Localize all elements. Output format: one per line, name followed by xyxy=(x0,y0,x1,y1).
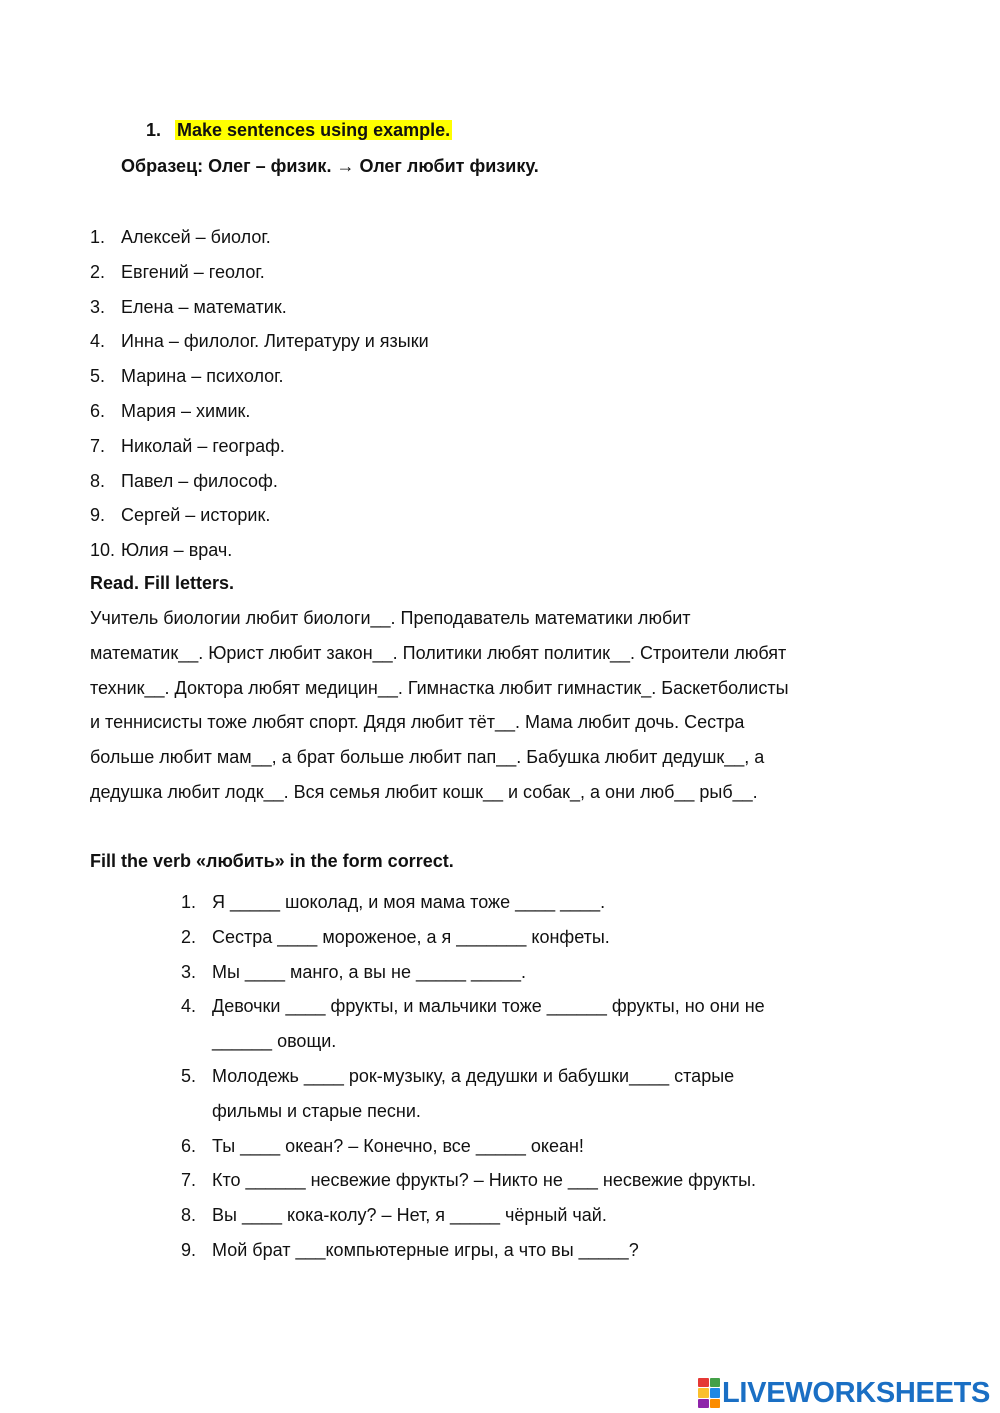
list-item-number: 4. xyxy=(90,331,106,352)
exercise-item-text xyxy=(212,1163,756,1198)
logo-mark-square xyxy=(698,1378,709,1387)
exercise-item-text xyxy=(212,1129,584,1164)
list-item xyxy=(90,504,429,539)
list-item-text: Павел – философ. xyxy=(121,470,278,491)
list-item xyxy=(90,261,429,296)
liveworksheets-logo xyxy=(698,1376,990,1410)
fill-verb-list xyxy=(181,885,765,1268)
list-item xyxy=(90,330,429,365)
exercise-item-number: 9. xyxy=(181,1239,197,1260)
exercise-item-number: 4. xyxy=(181,996,197,1017)
exercise-item xyxy=(181,1059,765,1129)
profession-list xyxy=(90,226,429,574)
list-item-text: Инна – филолог. Литературу и языки xyxy=(121,331,429,352)
list-item xyxy=(90,226,429,261)
exercise-item xyxy=(181,885,765,920)
exercise-item-number: 1. xyxy=(181,892,197,912)
logo-mark-square xyxy=(710,1378,721,1387)
list-item-text: Алексей – биолог. xyxy=(121,227,271,247)
exercise-item xyxy=(181,1129,765,1164)
list-item-text: Евгений – геолог. xyxy=(121,261,265,282)
exercise-item-number: 8. xyxy=(181,1205,197,1226)
exercise-item-line: Девочки ____ фрукты, и мальчики тоже ______ фрукты, но они не xyxy=(212,996,765,1017)
exercise-item-text xyxy=(212,955,526,990)
section-1-number: 1. xyxy=(146,120,162,140)
section-1-heading xyxy=(146,120,452,141)
exercise-item-text xyxy=(212,885,605,920)
exercise-item xyxy=(181,955,765,990)
list-item xyxy=(90,470,429,505)
logo-mark-square xyxy=(698,1388,709,1397)
list-item-number: 5. xyxy=(90,366,106,387)
list-item-number: 6. xyxy=(90,400,106,421)
exercise-item-line: Вы ____ кока-колу? – Нет, я _____ чёрный чай. xyxy=(212,1205,607,1226)
liveworksheets-logo-icon xyxy=(698,1378,720,1408)
logo-mark-square xyxy=(698,1399,709,1408)
list-item xyxy=(90,365,429,400)
exercise-item-text xyxy=(212,989,765,1059)
list-item-text: Юлия – врач. xyxy=(121,540,233,561)
exercise-item-number: 7. xyxy=(181,1170,197,1191)
exercise-item-number: 2. xyxy=(181,926,197,947)
list-item-text: Елена – математик. xyxy=(121,296,287,317)
exercise-item-line: Молодежь ____ рок-музыку, а дедушки и бабушки____ старые xyxy=(212,1065,735,1086)
exercise-item-number: 6. xyxy=(181,1135,197,1156)
exercise-item-line: Кто ______ несвежие фрукты? – Никто не ___ несвежие фрукты. xyxy=(212,1170,757,1191)
list-item-number: 1. xyxy=(90,227,106,247)
list-item-text: Сергей – историк. xyxy=(121,505,271,526)
exercise-item-line: Мы ____ манго, а вы не _____ _____. xyxy=(212,961,527,982)
exercise-item-line: Я _____ шоколад, и моя мама тоже ____ ____. xyxy=(212,892,606,912)
paragraph-line: Учитель биологии любит биологи__. Преподаватель математики любит xyxy=(90,608,691,628)
list-item xyxy=(90,296,429,331)
exercise-item-line: Сестра ____ мороженое, а я _______ конфеты. xyxy=(212,926,610,947)
exercise-item-text xyxy=(212,920,610,955)
exercise-item-text xyxy=(212,1198,607,1233)
exercise-item-line: Мой брат ___компьютерные игры, а что вы _____? xyxy=(212,1239,639,1260)
exercise-item xyxy=(181,1198,765,1233)
list-item xyxy=(90,539,429,574)
read-section-title: Read. Fill letters. xyxy=(90,573,235,593)
paragraph-line: техник__. Доктора любят медицин__. Гимнастка любит гимнастик_. Баскетболисты xyxy=(90,677,789,698)
logo-mark-square xyxy=(710,1399,721,1408)
logo-text: LIVEWORKSHEETS xyxy=(722,1376,991,1409)
fill-letters-paragraph xyxy=(90,607,789,816)
logo-mark-square xyxy=(710,1388,721,1397)
list-item xyxy=(90,435,429,470)
exercise-item-line: фильмы и старые песни. xyxy=(212,1100,421,1121)
paragraph-line: дедушка любит лодк__. Вся семья любит кошк__ и собак_, а они люб__ рыб__. xyxy=(90,781,758,802)
exercise-item-text xyxy=(212,1059,734,1129)
list-item-number: 8. xyxy=(90,470,106,491)
list-item-number: 2. xyxy=(90,261,106,282)
list-item-number: 9. xyxy=(90,505,106,526)
list-item-text: Марина – психолог. xyxy=(121,366,284,387)
exercise-item xyxy=(181,989,765,1059)
example-sentence: Образец: Олег – физик. → Олег любит физику. xyxy=(121,156,539,176)
section-1-title: Make sentences using example. xyxy=(177,120,451,140)
exercise-item-number: 3. xyxy=(181,961,197,982)
list-item-text: Мария – химик. xyxy=(121,400,251,421)
list-item-number: 3. xyxy=(90,296,106,317)
exercise-item xyxy=(181,1233,765,1268)
exercise-item-number: 5. xyxy=(181,1065,197,1086)
list-item-number: 10. xyxy=(90,540,116,561)
exercise-item-line: ______ овощи. xyxy=(212,1031,337,1052)
exercise-item-text xyxy=(212,1233,639,1268)
paragraph-line: математик__. Юрист любит закон__. Политики любят политик__. Строители любят xyxy=(90,642,787,663)
exercise-item xyxy=(181,1163,765,1198)
exercise-item xyxy=(181,920,765,955)
exercise-item-line: Ты ____ океан? – Конечно, все _____ океан! xyxy=(212,1135,584,1156)
list-item xyxy=(90,400,429,435)
paragraph-line: больше любит мам__, а брат больше любит пап__. Бабушка любит дедушк__, а xyxy=(90,747,765,768)
fill-verb-section-title: Fill the verb «любить» in the form correct. xyxy=(90,851,454,871)
list-item-text: Николай – географ. xyxy=(121,435,285,456)
list-item-number: 7. xyxy=(90,435,106,456)
paragraph-line: и теннисисты тоже любят спорт. Дядя любит тёт__. Мама любит дочь. Сестра xyxy=(90,712,745,733)
